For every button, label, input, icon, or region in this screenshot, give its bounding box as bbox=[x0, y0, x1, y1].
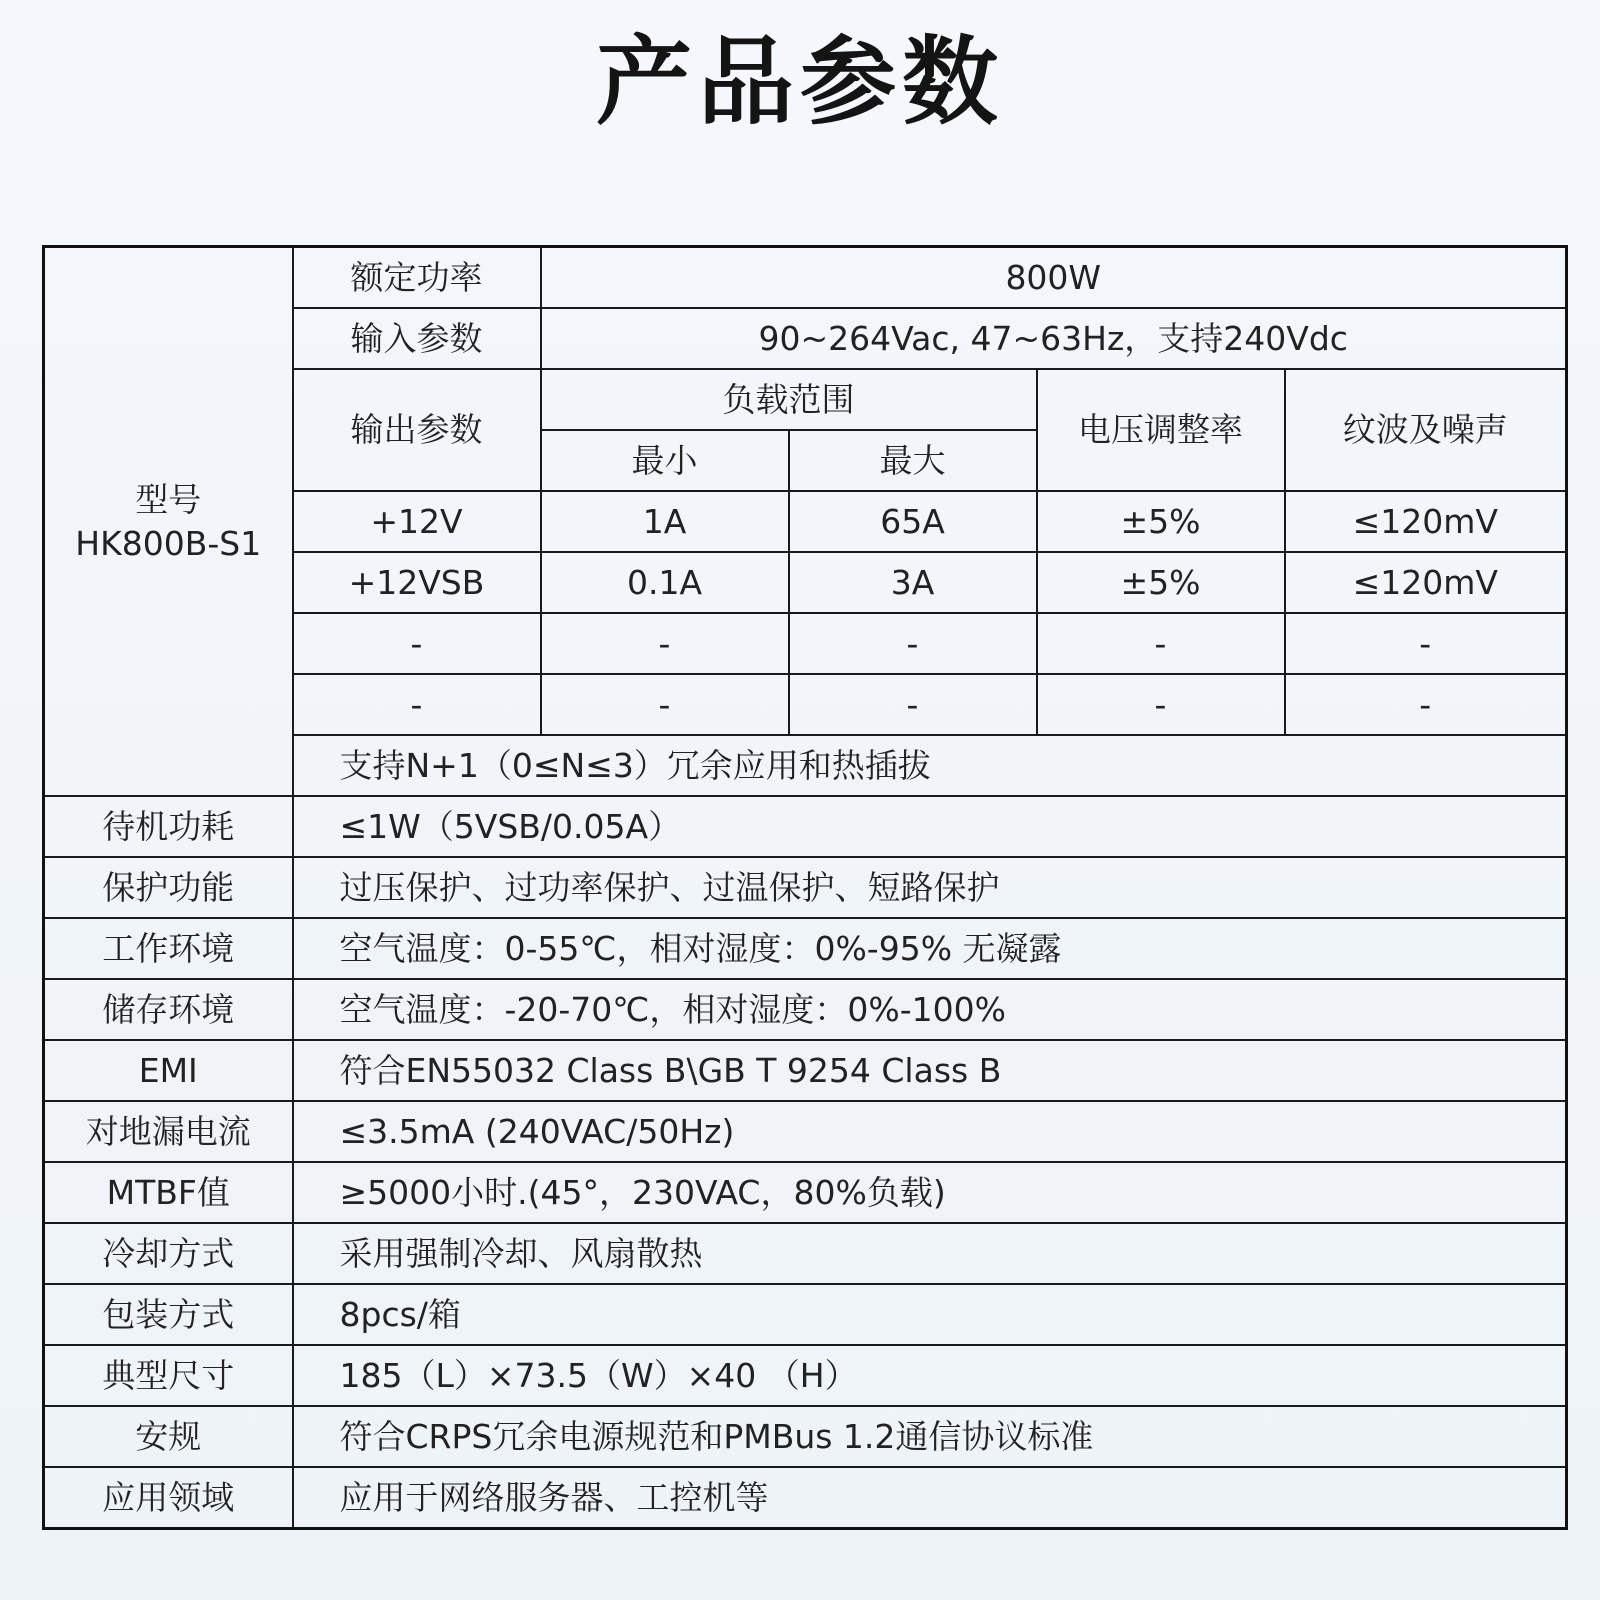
rated-power-label: 额定功率 bbox=[293, 247, 541, 309]
input-params-label: 输入参数 bbox=[293, 308, 541, 369]
spec-value: 过压保护、过功率保护、过温保护、短路保护 bbox=[293, 857, 1567, 918]
spec-label: 冷却方式 bbox=[44, 1223, 293, 1284]
spec-value: 符合EN55032 Class B\GB T 9254 Class B bbox=[293, 1040, 1567, 1101]
output-ripple-cell: ≤120mV bbox=[1285, 491, 1567, 552]
table-row bbox=[44, 1284, 1567, 1345]
rated-power-value: 800W bbox=[541, 247, 1567, 309]
spec-label: MTBF值 bbox=[44, 1162, 293, 1223]
spec-value: 空气温度：0-55℃，相对湿度：0%-95% 无凝露 bbox=[293, 918, 1567, 979]
output-min-cell: 1A bbox=[541, 491, 789, 552]
spec-label: 包装方式 bbox=[44, 1284, 293, 1345]
model-cell bbox=[44, 247, 293, 797]
output-ripple-cell: ≤120mV bbox=[1285, 552, 1567, 613]
model-label: 型号 bbox=[135, 479, 202, 519]
table-row bbox=[44, 1223, 1567, 1284]
ripple-header: 纹波及噪声 bbox=[1285, 369, 1567, 491]
output-max-cell: 65A bbox=[789, 491, 1037, 552]
output-regulation-cell: ±5% bbox=[1037, 552, 1285, 613]
spec-table bbox=[42, 245, 1568, 1530]
table-row bbox=[44, 1162, 1567, 1223]
table-row bbox=[44, 796, 1567, 857]
output-name-cell: +12V bbox=[293, 491, 541, 552]
output-max-cell: - bbox=[789, 613, 1037, 674]
spec-value: ≤3.5mA (240VAC/50Hz) bbox=[293, 1101, 1567, 1162]
table-row bbox=[44, 1101, 1567, 1162]
spec-label: EMI bbox=[44, 1040, 293, 1101]
output-max-cell: - bbox=[789, 674, 1037, 735]
redundancy-note: 支持N+1（0≤N≤3）冗余应用和热插拔 bbox=[293, 735, 1567, 796]
model-value: HK800B-S1 bbox=[75, 523, 262, 563]
table-row bbox=[44, 1040, 1567, 1101]
load-range-header: 负载范围 bbox=[541, 369, 1037, 430]
table-row bbox=[44, 857, 1567, 918]
output-regulation-cell: - bbox=[1037, 674, 1285, 735]
output-name-cell: - bbox=[293, 674, 541, 735]
spec-label: 保护功能 bbox=[44, 857, 293, 918]
spec-label: 安规 bbox=[44, 1406, 293, 1467]
output-ripple-cell: - bbox=[1285, 613, 1567, 674]
min-header: 最小 bbox=[541, 430, 789, 491]
spec-label: 应用领域 bbox=[44, 1467, 293, 1529]
spec-value: 采用强制冷却、风扇散热 bbox=[293, 1223, 1567, 1284]
output-regulation-cell: - bbox=[1037, 613, 1285, 674]
spec-value: 8pcs/箱 bbox=[293, 1284, 1567, 1345]
output-min-cell: - bbox=[541, 674, 789, 735]
regulation-header: 电压调整率 bbox=[1037, 369, 1285, 491]
page-title: 产品参数 bbox=[596, 26, 1004, 138]
spec-value: ≥5000小时.(45°，230VAC，80%负载) bbox=[293, 1162, 1567, 1223]
spec-value: 应用于网络服务器、工控机等 bbox=[293, 1467, 1567, 1529]
spec-value: 符合CRPS冗余电源规范和PMBus 1.2通信协议标准 bbox=[293, 1406, 1567, 1467]
table-row bbox=[44, 918, 1567, 979]
output-regulation-cell: ±5% bbox=[1037, 491, 1285, 552]
spec-label: 工作环境 bbox=[44, 918, 293, 979]
table-row bbox=[44, 1467, 1567, 1529]
table-row bbox=[44, 247, 1567, 309]
table-row bbox=[44, 1345, 1567, 1406]
input-params-value: 90~264Vac, 47~63Hz，支持240Vdc bbox=[541, 308, 1567, 369]
spec-label: 典型尺寸 bbox=[44, 1345, 293, 1406]
spec-value: 185（L）×73.5（W）×40 （H） bbox=[293, 1345, 1567, 1406]
spec-label: 对地漏电流 bbox=[44, 1101, 293, 1162]
output-params-label: 输出参数 bbox=[293, 369, 541, 491]
spec-label: 待机功耗 bbox=[44, 796, 293, 857]
table-row bbox=[44, 979, 1567, 1040]
spec-value: ≤1W（5VSB/0.05A） bbox=[293, 796, 1567, 857]
output-name-cell: - bbox=[293, 613, 541, 674]
output-max-cell: 3A bbox=[789, 552, 1037, 613]
output-min-cell: 0.1A bbox=[541, 552, 789, 613]
max-header: 最大 bbox=[789, 430, 1037, 491]
table-row bbox=[44, 1406, 1567, 1467]
output-ripple-cell: - bbox=[1285, 674, 1567, 735]
spec-label: 储存环境 bbox=[44, 979, 293, 1040]
output-name-cell: +12VSB bbox=[293, 552, 541, 613]
spec-value: 空气温度：-20-70℃，相对湿度：0%-100% bbox=[293, 979, 1567, 1040]
output-min-cell: - bbox=[541, 613, 789, 674]
